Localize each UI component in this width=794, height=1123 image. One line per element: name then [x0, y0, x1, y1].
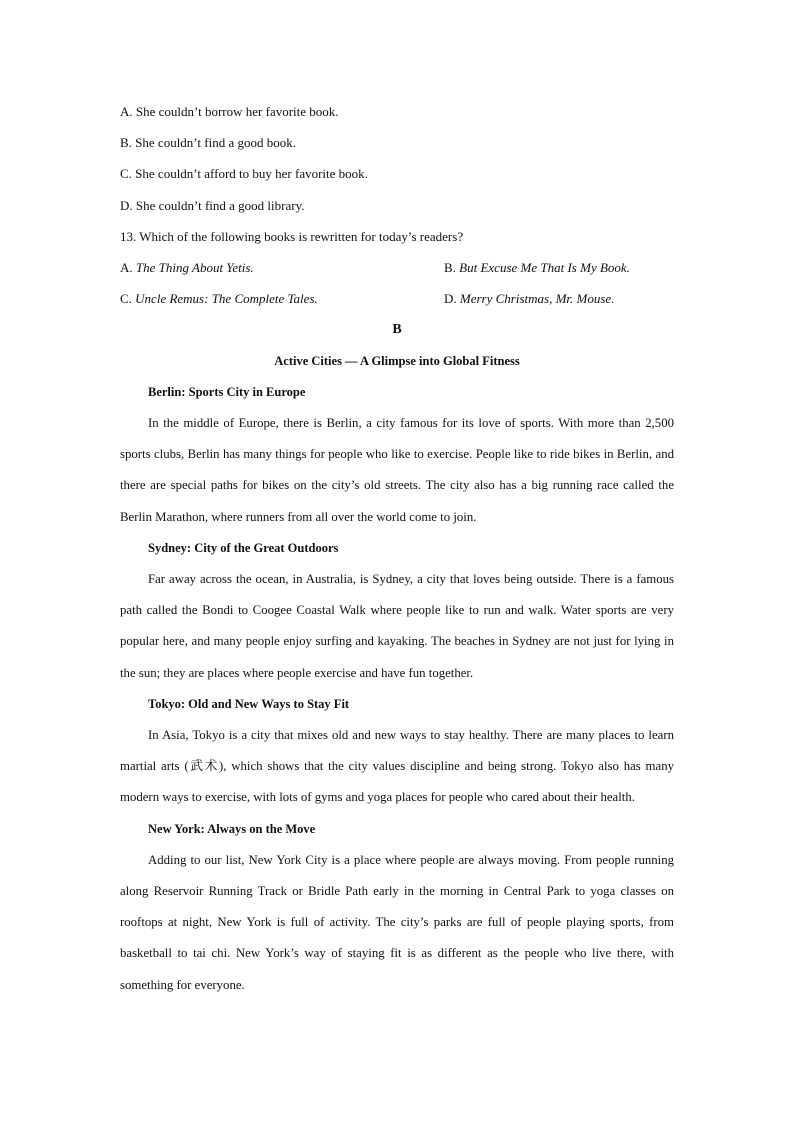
q13-option-a-title: The Thing About Yetis.: [135, 260, 254, 276]
q13-option-d-letter: D.: [444, 291, 460, 307]
q13-option-a-letter: A.: [120, 260, 136, 276]
section-text-tokyo: In Asia, Tokyo is a city that mixes old and new ways to stay healthy. There are many places to learn martial arts (武术), which shows that the city values discipline and being strong. Tokyo also has many modern ways to exercise, with lots of gyms and yoga places for people who cared about their health.: [120, 728, 674, 805]
q12-option-a: A. She couldn’t borrow her favorite book.: [120, 104, 339, 119]
passage-title: Active Cities — A Glimpse into Global Fitness: [274, 353, 520, 368]
section-heading-new-york: New York: Always on the Move: [148, 821, 316, 836]
q12-option-d: D. She couldn’t find a good library.: [120, 197, 305, 213]
q13-stem: 13. Which of the following books is rewritten for today’s readers?: [120, 228, 464, 244]
q13-option-b-letter: B.: [444, 260, 460, 276]
page-content: [120, 96, 674, 1001]
section-text-berlin: In the middle of Europe, there is Berlin, a city famous for its love of sports. With more than 2,500 sports clubs, Berlin has many things for people who like to exercise. People like to ride bikes in Berlin, and there are special paths for bikes on the city’s old streets. The city also has a big running race called the Berlin Marathon, where runners from all over the world come to join.: [120, 416, 674, 524]
section-heading-berlin: Berlin: Sports City in Europe: [148, 384, 306, 399]
section-heading-tokyo: Tokyo: Old and New Ways to Stay Fit: [148, 696, 350, 711]
section-text-new-york: Adding to our list, New York City is a place where people are always moving. From people running along Reservoir Running Track or Bridle Path early in the morning in Central Park to yoga classes on rooftops at night, New York is full of activity. The city’s parks are full of people playing sports, from basketball to tai chi. New York’s way of staying fit is as different as the people who live there, with something for everyone.: [120, 852, 674, 992]
q13-option-c: [120, 283, 444, 314]
section-heading-sydney: Sydney: City of the Great Outdoors: [148, 540, 339, 555]
q13-option-b-title: But Excuse Me That Is My Book.: [459, 260, 630, 276]
q12-option-c: C. She couldn’t afford to buy her favorite book.: [120, 166, 368, 182]
q13-option-b: [444, 252, 674, 283]
q13-option-d: [444, 283, 674, 314]
section-text-sydney: Far away across the ocean, in Australia, is Sydney, a city that loves being outside. There is a famous path called the Bondi to Coogee Coastal Walk where people like to run and walk. Water sports are very popular here, and many people enjoy surfing and kayaking. The beaches in Sydney are not just for lying in the sun; they are places where people exercise and have fun together.: [120, 572, 674, 680]
q13-option-a: [120, 252, 444, 283]
q13-option-c-letter: C.: [120, 291, 136, 307]
q12-option-b: B. She couldn’t find a good book.: [120, 135, 296, 151]
q13-options-row-2: [120, 283, 674, 314]
section-letter: B: [392, 322, 402, 338]
q13-option-d-title: Merry Christmas, Mr. Mouse.: [459, 291, 615, 307]
q13-option-c-title: Uncle Remus: The Complete Tales.: [135, 291, 318, 307]
q13-options-row-1: [120, 252, 674, 283]
